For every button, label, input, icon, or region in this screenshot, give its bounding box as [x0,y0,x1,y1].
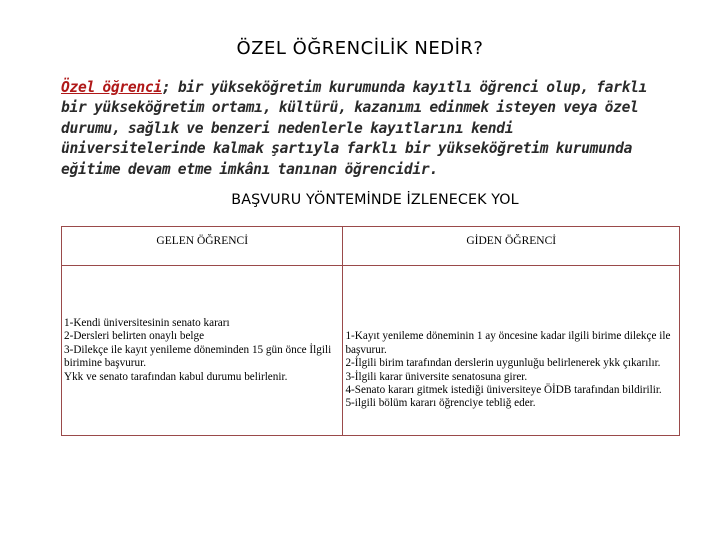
table-row [62,266,680,436]
incoming-steps: 1-Kendi üniversitesinin senato kararı 2-Dersleri belirten onaylı belge 3-Dilekçe ile kayıt yenileme döneminden 15 gün önce İlgili birimine başvurur. Ykk ve senato tarafından kabul durumu belirlenir. [64,316,332,383]
header-incoming-student: GELEN ÖĞRENCİ [62,227,343,266]
incoming-steps-cell [62,266,343,436]
definition-paragraph [61,78,661,180]
definition-term: Özel öğrenci [61,79,162,96]
application-table [61,226,680,436]
table-header-row [62,227,680,266]
header-outgoing-student: GİDEN ÖĞRENCİ [343,227,680,266]
outgoing-steps-cell [343,266,680,436]
section-heading: BAŞVURU YÖNTEMİNDE İZLENECEK YOL [231,192,519,208]
outgoing-steps: 1-Kayıt yenileme döneminin 1 ay öncesine kadar ilgili birime dilekçe ile başvurur. 2-İlgili birim tarafından derslerin uygunluğu belirlenerek ykk çıkarılır. 3-İlgili karar üniversite senatosuna girer. 4-Senato kararı gitmek istediği üniversiteye ÖİDB tarafından bildirilir. 5-ilgili bölüm kararı öğrenciye tebliğ eder. [345,330,671,410]
definition-text: ; bir yükseköğretim kurumunda kayıtlı öğrenci olup, farklı bir yükseköğretim ortamı, kültürü, kazanımı edinmek isteyen veya özel durumu, sağlık ve benzeri nedenlerle kayıtlarını kendi üniversitelerinde kalmak şartıyla farklı bir yükseköğretim kurumunda eğitime devam etme imkânı tanınan öğrencidir. [61,79,648,178]
page-title: ÖZEL ÖĞRENCİLİK NEDİR? [236,38,484,59]
